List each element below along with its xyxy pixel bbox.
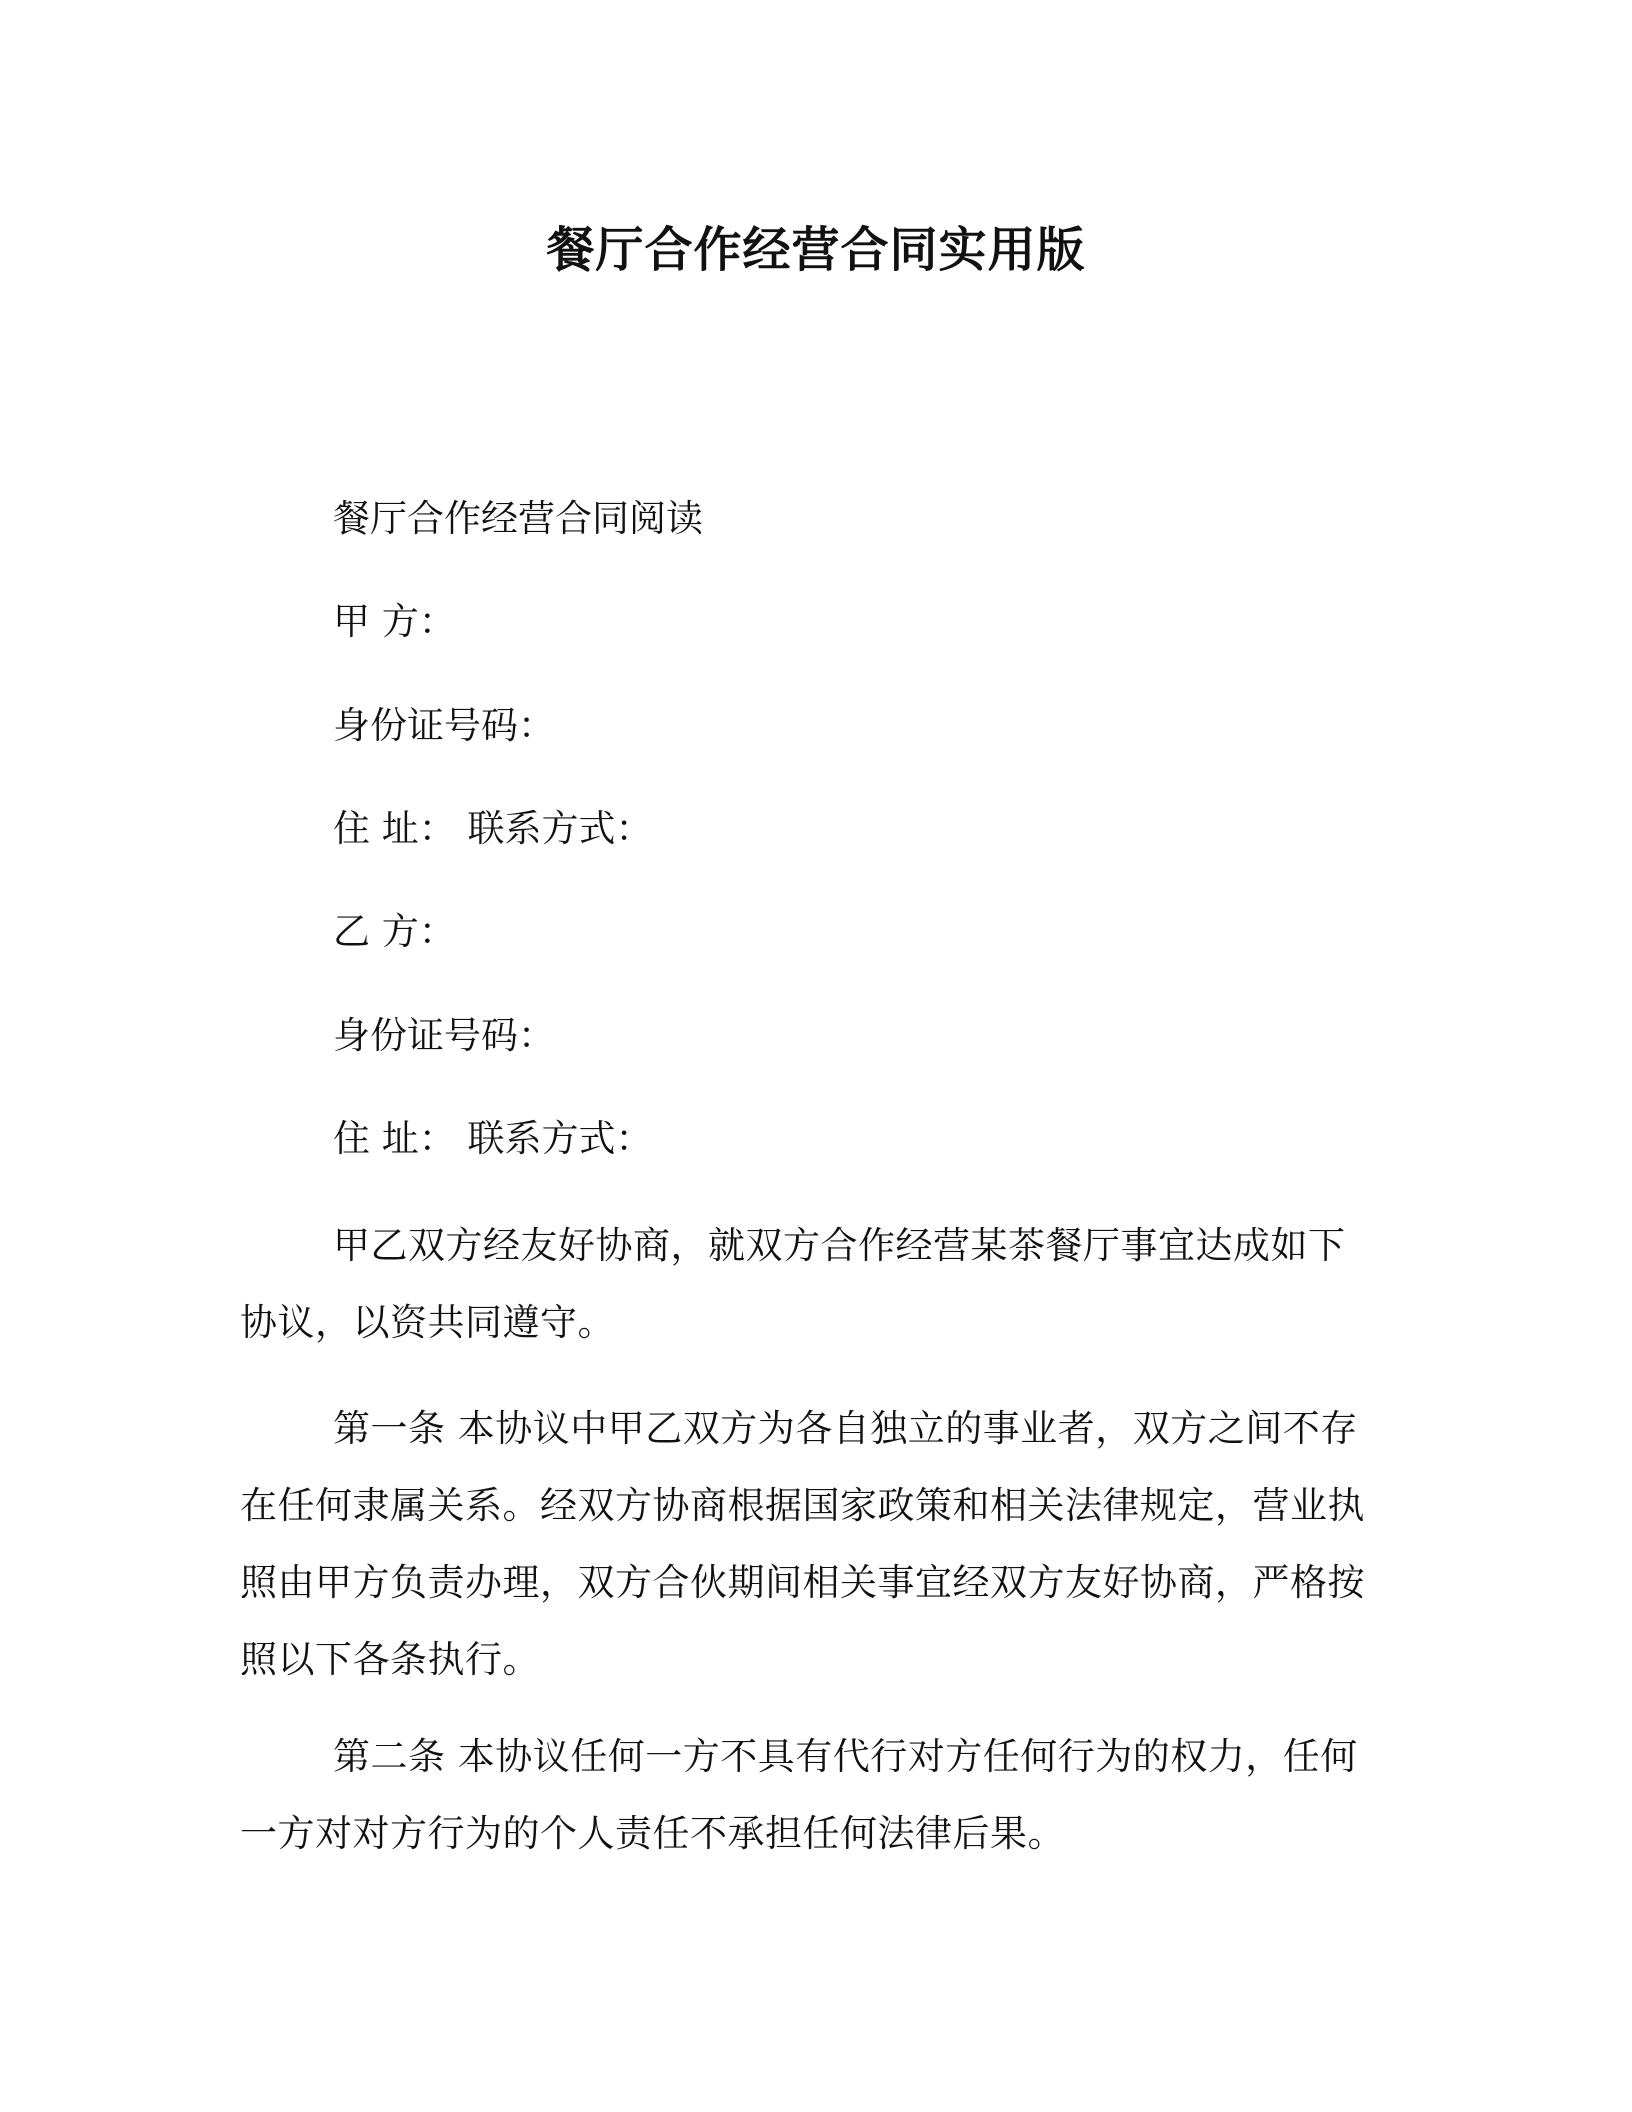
- document-subtitle: 餐厅合作经营合同阅读: [333, 497, 703, 540]
- party-a-address-label: 住 址： 联系方式：: [333, 807, 653, 850]
- document-title: 餐厅合作经营合同实用版: [546, 222, 1086, 278]
- party-a-id-label: 身份证号码：: [333, 704, 555, 747]
- party-b-id-label: 身份证号码：: [333, 1014, 555, 1057]
- paragraph-intro: 甲乙双方经友好协商，就双方合作经营某茶餐厅事宜达成如下协议，以资共同遵守。: [240, 1224, 1346, 1344]
- paragraph-article-2: 第二条 本协议任何一方不具有代行对方任何行为的权力，任何一方对对方行为的个人责任不承担任何法律后果。: [240, 1735, 1358, 1855]
- party-b-label: 乙 方：: [333, 910, 456, 953]
- paragraph-article-1: 第一条 本协议中甲乙双方为各自独立的事业者，双方之间不存在任何隶属关系。经双方协商根据国家政策和相关法律规定，营业执照由甲方负责办理，双方合伙期间相关事宜经双方友好协商，严格按照以下各条执行。: [240, 1407, 1365, 1681]
- party-b-address-label: 住 址： 联系方式：: [333, 1117, 653, 1160]
- party-a-label: 甲 方：: [333, 600, 456, 643]
